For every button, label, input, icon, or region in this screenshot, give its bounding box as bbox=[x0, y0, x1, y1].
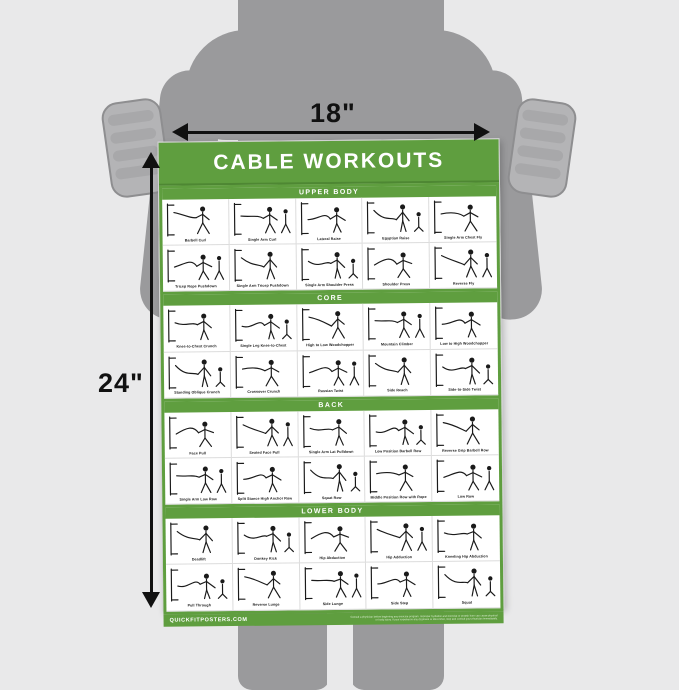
exercise-figure-icon bbox=[432, 351, 497, 388]
exercise-label: Mountain Climber bbox=[381, 342, 413, 347]
exercise-label: Single Arm Chest Fly bbox=[444, 235, 482, 240]
exercise-figure-icon bbox=[366, 412, 430, 449]
exercise-figure-icon bbox=[233, 459, 297, 496]
poster-section bbox=[165, 504, 500, 611]
exercise-label: Pull Through bbox=[188, 603, 211, 608]
exercise-cell bbox=[429, 196, 496, 243]
exercise-figure-icon bbox=[166, 460, 230, 497]
exercise-label: Egyptian Raise bbox=[382, 236, 409, 241]
exercise-cell bbox=[230, 305, 297, 352]
exercise-figure-icon bbox=[297, 246, 361, 283]
exercise-label: Shoulder Press bbox=[382, 282, 410, 287]
exercise-cell bbox=[233, 564, 300, 611]
exercise-cell bbox=[300, 563, 367, 610]
exercise-cell bbox=[432, 455, 499, 502]
exercise-label: Low Row bbox=[458, 494, 475, 499]
exercise-cell bbox=[232, 457, 299, 504]
exercise-label: Single Arm Curl bbox=[248, 237, 277, 242]
section-heading: CORE bbox=[163, 292, 497, 306]
exercise-label: Reverse Lunge bbox=[253, 603, 280, 608]
exercise-figure-icon bbox=[366, 458, 430, 495]
exercise-cell bbox=[363, 243, 430, 290]
exercise-label: Middle Position Row with Rope bbox=[370, 495, 426, 500]
exercise-cell bbox=[363, 197, 430, 244]
height-measure-line bbox=[150, 160, 153, 600]
exercise-figure-icon bbox=[299, 459, 363, 496]
exercise-label: Side Step bbox=[391, 601, 408, 606]
height-label: 24" bbox=[98, 368, 144, 399]
exercise-label: Squat bbox=[462, 601, 473, 606]
width-measure-line bbox=[184, 131, 478, 134]
exercise-cell bbox=[296, 244, 363, 291]
exercise-figure-icon bbox=[299, 412, 363, 449]
poster-section bbox=[164, 398, 499, 505]
exercise-grid bbox=[162, 196, 497, 292]
exercise-cell bbox=[229, 198, 296, 245]
height-arrow-down-icon bbox=[142, 592, 160, 608]
height-arrow-up-icon bbox=[142, 152, 160, 168]
exercise-grid bbox=[165, 515, 500, 611]
exercise-label: Single Leg Knee-to-Chest bbox=[240, 344, 286, 349]
exercise-figure-icon bbox=[433, 411, 498, 448]
exercise-label: Standing Oblique Crunch bbox=[174, 390, 220, 395]
exercise-label: Face Pull bbox=[189, 451, 206, 456]
exercise-label: Split Stance High Anchor Row bbox=[238, 496, 292, 501]
exercise-cell bbox=[164, 412, 231, 459]
exercise-label: Hip Abduction bbox=[320, 556, 346, 561]
exercise-label: High to Low Woodchopper bbox=[306, 343, 354, 348]
exercise-label: Crossover Crunch bbox=[247, 390, 280, 395]
exercise-figure-icon bbox=[297, 200, 361, 237]
exercise-cell bbox=[232, 518, 299, 565]
exercise-cell bbox=[299, 517, 366, 564]
exercise-cell bbox=[297, 350, 364, 397]
exercise-figure-icon bbox=[233, 520, 297, 557]
exercise-label: Single Arm Lat Pulldown bbox=[309, 449, 354, 454]
exercise-cell bbox=[432, 409, 499, 456]
exercise-cell bbox=[163, 305, 230, 352]
exercise-label: Lateral Raise bbox=[317, 237, 341, 242]
exercise-cell bbox=[366, 562, 433, 609]
exercise-cell bbox=[297, 304, 364, 351]
hand-right bbox=[506, 96, 579, 199]
exercise-figure-icon bbox=[301, 565, 365, 602]
exercise-label: Single Arm Tricep Pushdown bbox=[237, 283, 289, 288]
poster bbox=[158, 138, 505, 612]
exercise-label: Squat Row bbox=[322, 496, 342, 501]
exercise-label: Knee-to-Chest Crunch bbox=[177, 344, 217, 349]
exercise-cell bbox=[364, 350, 431, 397]
exercise-label: Barbell Curl bbox=[185, 238, 207, 243]
exercise-label: Side Lunge bbox=[323, 602, 343, 607]
poster-title: CABLE WORKOUTS bbox=[159, 139, 499, 186]
exercise-label: Single Arm Shoulder Press bbox=[305, 283, 354, 288]
exercise-figure-icon bbox=[165, 414, 229, 451]
exercise-cell bbox=[298, 457, 365, 504]
exercise-grid bbox=[164, 409, 499, 505]
exercise-figure-icon bbox=[165, 354, 229, 391]
exercise-figure-icon bbox=[298, 352, 362, 389]
exercise-label: Donkey Kick bbox=[254, 557, 277, 562]
brand-label: QUICKFITPOSTERS.COM bbox=[170, 617, 248, 624]
poster-section bbox=[162, 185, 497, 292]
exercise-cell bbox=[229, 245, 296, 292]
width-arrow-left-icon bbox=[172, 123, 188, 141]
exercise-label: Deadlift bbox=[192, 557, 206, 562]
exercise-figure-icon bbox=[431, 244, 496, 281]
exercise-label: Tricep Rope Pushdown bbox=[175, 284, 217, 289]
exercise-label: Kneeling Hip Abduction bbox=[445, 554, 488, 559]
exercise-label: Single Arm Low Row bbox=[179, 497, 216, 502]
exercise-cell bbox=[365, 456, 432, 503]
exercise-figure-icon bbox=[430, 198, 495, 235]
exercise-label: Reverse Fly bbox=[453, 281, 474, 286]
exercise-cell bbox=[365, 410, 432, 457]
width-arrow-right-icon bbox=[474, 123, 490, 141]
exercise-figure-icon bbox=[163, 201, 227, 238]
exercise-figure-icon bbox=[232, 353, 296, 390]
width-label: 18" bbox=[310, 98, 356, 129]
exercise-figure-icon bbox=[298, 306, 362, 343]
exercise-cell bbox=[165, 518, 232, 565]
exercise-cell bbox=[296, 198, 363, 245]
exercise-label: Low Position Barbell Row bbox=[375, 449, 422, 454]
exercise-cell bbox=[163, 245, 230, 292]
exercise-label: Hip Adduction bbox=[386, 555, 412, 560]
exercise-grid bbox=[163, 303, 498, 399]
exercise-cell bbox=[431, 349, 498, 396]
section-heading: BACK bbox=[164, 398, 498, 412]
exercise-label: Side-to-Side Twist bbox=[448, 388, 481, 393]
poster-footer bbox=[163, 611, 503, 627]
exercise-cell bbox=[162, 199, 229, 246]
exercise-figure-icon bbox=[367, 518, 431, 555]
exercise-figure-icon bbox=[231, 307, 295, 344]
exercise-figure-icon bbox=[164, 307, 228, 344]
exercise-figure-icon bbox=[431, 305, 496, 342]
exercise-label: Reverse Grip Barbell Row bbox=[442, 448, 489, 453]
exercise-figure-icon bbox=[300, 519, 364, 556]
exercise-cell bbox=[364, 303, 431, 350]
poster-sections bbox=[159, 182, 503, 614]
exercise-cell bbox=[433, 562, 500, 609]
exercise-cell bbox=[366, 516, 433, 563]
exercise-cell bbox=[164, 352, 231, 399]
exercise-figure-icon bbox=[364, 199, 428, 236]
exercise-figure-icon bbox=[364, 245, 428, 282]
exercise-figure-icon bbox=[234, 566, 298, 603]
section-heading: UPPER BODY bbox=[162, 185, 496, 199]
exercise-label: Seated Face Pull bbox=[249, 450, 279, 455]
exercise-figure-icon bbox=[365, 352, 429, 389]
exercise-cell bbox=[231, 351, 298, 398]
exercise-cell bbox=[166, 564, 233, 611]
exercise-figure-icon bbox=[164, 247, 228, 284]
exercise-cell bbox=[231, 411, 298, 458]
exercise-figure-icon bbox=[167, 566, 231, 603]
exercise-figure-icon bbox=[230, 200, 294, 237]
exercise-figure-icon bbox=[167, 520, 231, 557]
exercise-figure-icon bbox=[434, 517, 499, 554]
exercise-figure-icon bbox=[433, 457, 498, 494]
poster-section bbox=[163, 292, 498, 399]
exercise-cell bbox=[298, 410, 365, 457]
exercise-figure-icon bbox=[367, 564, 431, 601]
exercise-cell bbox=[165, 458, 232, 505]
section-heading: LOWER BODY bbox=[165, 504, 499, 518]
exercise-figure-icon bbox=[230, 247, 294, 284]
exercise-figure-icon bbox=[434, 564, 499, 601]
exercise-label: Low to High Woodchopper bbox=[440, 341, 488, 346]
exercise-cell bbox=[433, 515, 500, 562]
exercise-cell bbox=[430, 242, 497, 289]
exercise-figure-icon bbox=[232, 413, 296, 450]
exercise-cell bbox=[430, 303, 497, 350]
exercise-label: Side Reach bbox=[387, 389, 407, 394]
exercise-label: Russian Twist bbox=[318, 389, 343, 394]
exercise-figure-icon bbox=[365, 305, 429, 342]
disclaimer-text: Consult a physician before beginning any exercise program. Improper hydration and exercise or protein burn can cause physical or body injury. If your experience any dizziness or discomfort, stop and consult your physician immediately. bbox=[348, 614, 498, 622]
